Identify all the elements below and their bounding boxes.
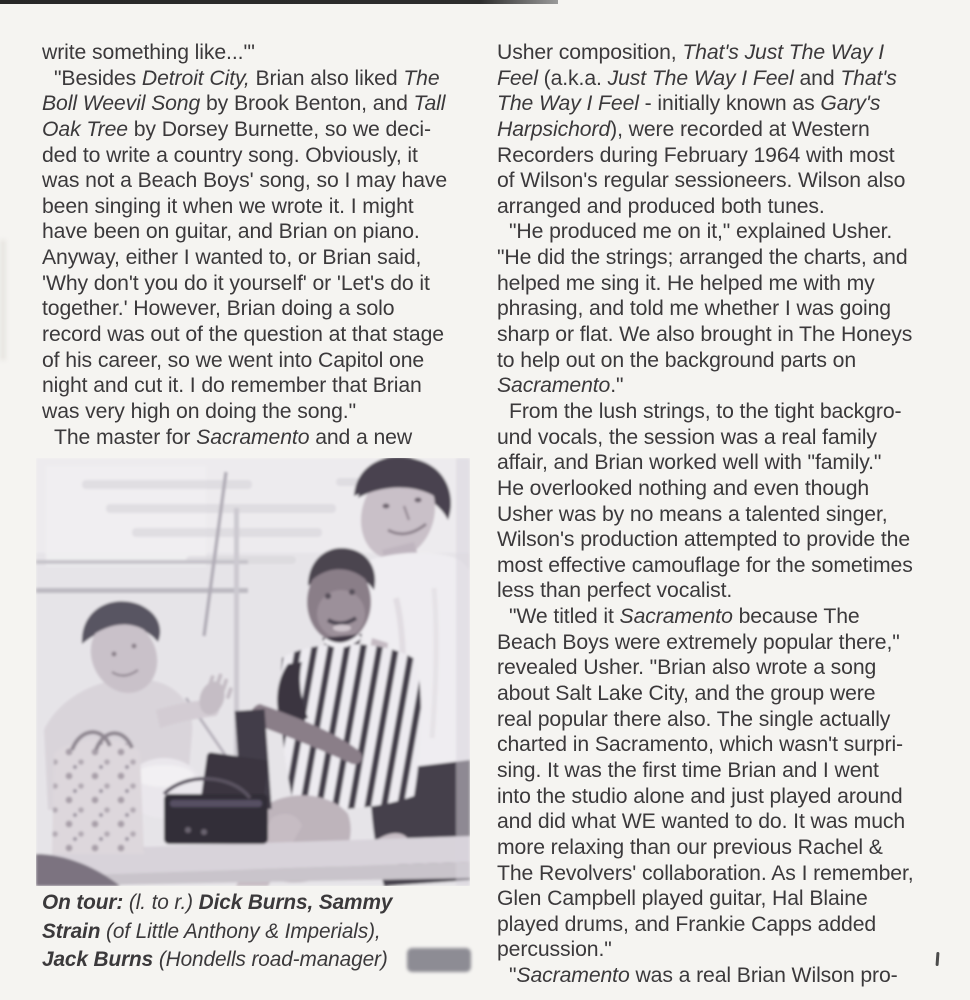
text-segment: into the studio alone and just played around [497,784,903,808]
text-segment: Jack Burns [42,948,154,972]
text-line [497,732,942,758]
text-line [497,604,942,630]
text-line [497,578,942,604]
text-line [42,399,472,425]
text-segment: less than perfect vocalist. [497,579,733,603]
text-line [42,66,472,92]
text-segment: because The [732,605,860,629]
caption-line [42,946,467,975]
text-segment: Glen Campbell played guitar, Hal Blaine [497,887,868,911]
text-line [497,655,942,681]
text-line [497,861,942,887]
text-line [497,707,942,733]
text-segment: "He did the strings; arranged the charts, and [497,246,908,270]
text-segment: been singing it when we wrote it. I might [42,194,414,218]
text-segment: played drums, and Frankie Capps added [497,912,877,936]
text-segment: by Brook Benton, and [200,92,414,116]
text-line [42,245,472,271]
text-segment: was a real Brian Wilson pro- [629,964,898,988]
text-segment: most effective camouflage for the sometimes [497,553,913,577]
text-segment: arranged and produced both tunes. [497,194,825,218]
text-segment: 'Why don't you do it yourself' or 'Let's do it [42,271,430,295]
text-line [497,630,942,656]
text-line [497,40,942,66]
on-tour-photo [36,458,470,886]
left-text-column [42,40,472,450]
scan-artifact-top-edge [0,0,558,4]
text-segment: record was out of the question at that stage [42,323,444,347]
text-segment: night and cut it. I do remember that Brian [42,374,422,398]
text-segment: "We titled it [509,605,620,629]
text-line [497,91,942,117]
text-line [42,40,472,66]
text-line [497,373,942,399]
text-line [497,271,942,297]
text-segment: The [403,66,440,90]
text-segment: to help out on the background parts on [497,348,857,372]
text-line [497,886,942,912]
text-segment: Beach Boys were extremely popular there," [497,630,900,654]
text-segment: Just The Way I Feel [607,66,794,90]
text-line [497,809,942,835]
text-segment: " [509,964,517,988]
text-segment: more relaxing than our previous Rachel & [497,835,883,859]
text-segment: sharp or flat. We also brought in The Honeys [497,323,913,347]
text-segment: real popular there also. The single actually [497,707,891,731]
caption-line [42,889,467,918]
text-segment: (a.k.a. [537,66,608,90]
text-segment: Harpsichord [497,117,611,141]
text-line [497,502,942,528]
text-line [497,296,942,322]
on-tour-photo-art [36,458,470,886]
text-line [42,168,472,194]
text-segment: of his career, so we went into Capitol one [42,348,425,372]
text-line [42,425,472,451]
text-segment: On tour: [42,891,124,914]
text-line [497,245,942,271]
text-segment: (l. to r.) [123,891,199,914]
text-line [497,348,942,374]
text-segment: (Hondells road-manager) [153,948,388,972]
right-text-column [497,40,942,989]
text-segment: und vocals, the session was a real family [497,425,877,449]
text-segment: sing. It was the first time Brian and I went [497,758,879,782]
text-segment: Dick Burns, Sammy [198,891,393,914]
text-segment: Gary's [820,92,881,116]
text-segment: Sacramento [619,605,733,629]
text-line [42,143,472,169]
text-line [42,271,472,297]
text-segment: ." [610,374,624,398]
text-segment: together.' However, Brian doing a solo [42,297,395,321]
text-segment: Boll Weevil Song [42,92,201,116]
text-line [497,219,942,245]
text-segment: was very high on doing the song." [42,399,356,423]
text-line [497,527,942,553]
caption-line [42,918,467,947]
text-segment: Strain [42,919,101,943]
text-line [42,296,472,322]
text-segment: Tall [413,92,446,116]
text-segment: Usher was by no means a talented singer, [497,502,888,526]
text-segment: Feel [497,66,538,90]
text-segment: Detroit City, [141,66,250,90]
text-line [497,681,942,707]
scan-artifact-left-edge [0,240,6,360]
text-line [497,450,942,476]
text-segment: ), were recorded at Western [610,117,870,141]
text-segment: have been on guitar, and Brian on piano. [42,220,420,244]
text-segment: by Dorsey Burnette, so we deci- [127,117,431,141]
text-line [497,912,942,938]
text-segment: He overlooked nothing and even though [497,476,870,500]
text-segment: Anyway, either I wanted to, or Brian said, [42,246,422,270]
text-segment: Brian also liked [249,66,404,90]
text-line [42,194,472,220]
text-segment: was not a Beach Boys' song, so I may have [42,169,448,193]
text-segment: revealed Usher. "Brian also wrote a song [497,656,877,680]
text-segment: helped me sing it. He helped me with my [497,271,875,295]
text-segment: Sacramento [497,374,611,398]
text-segment: Sacramento [196,425,310,449]
text-line [497,835,942,861]
text-line [497,194,942,220]
text-line [497,143,942,169]
text-line [497,399,942,425]
text-segment: That's [840,66,897,90]
text-segment: The master for [54,425,197,449]
text-segment: The Revolvers' collaboration. As I remember, [497,861,914,885]
text-line [42,91,472,117]
text-segment: "He produced me on it," explained Usher. [509,220,893,244]
text-line [497,963,942,989]
text-segment: charted in Sacramento, which wasn't surpri- [497,733,904,757]
text-segment: The Way I Feel [497,92,639,116]
text-line [42,322,472,348]
text-segment: affair, and Brian worked well with "family." [497,451,882,475]
text-segment: - initially known as [638,92,821,116]
text-segment: and did what WE wanted to do. It was much [497,810,906,834]
text-segment: "Besides [54,66,142,90]
text-line [497,168,942,194]
text-line [497,784,942,810]
text-segment: phrasing, and told me whether I was going [497,297,891,321]
text-line [497,117,942,143]
text-line [42,373,472,399]
text-line [497,758,942,784]
text-segment: and [793,66,841,90]
text-segment: ded to write a country song. Obviously, it [42,143,418,167]
text-segment: of Wilson's regular sessioneers. Wilson also [497,169,906,193]
text-segment: about Salt Lake City, and the group were [497,682,876,706]
text-line [497,553,942,579]
text-line [42,348,472,374]
text-segment: From the lush strings, to the tight backgro- [509,399,902,423]
text-segment: write something like...'" [42,41,255,64]
text-segment: (of Little Anthony & Imperials), [100,919,381,943]
text-segment: percussion." [497,938,612,962]
text-line [497,937,942,963]
text-segment: That's Just The Way I [682,41,885,64]
text-line [42,219,472,245]
text-segment: Sacramento [516,964,630,988]
text-line [42,117,472,143]
text-line [497,476,942,502]
text-line [497,425,942,451]
text-segment: and a new [309,425,413,449]
text-line [497,66,942,92]
text-segment: Usher composition, [497,41,683,64]
text-segment: Oak Tree [42,117,128,141]
text-segment: Recorders during February 1964 with most [497,143,895,167]
text-line [497,322,942,348]
photo-caption [42,889,467,975]
text-segment: Wilson's production attempted to provide the [497,528,911,552]
